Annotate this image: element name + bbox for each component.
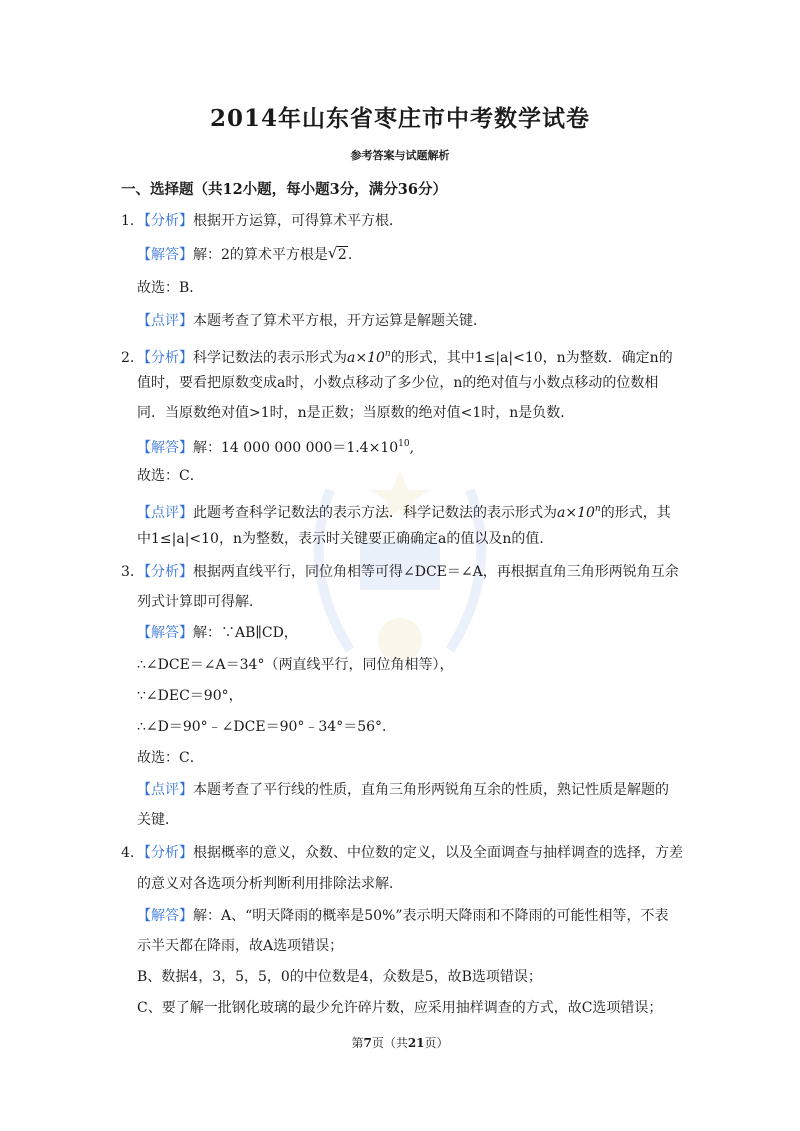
page-title: 2014年山东省枣庄市中考数学试卷	[209, 105, 590, 132]
q2-answer-exponent: 10	[398, 439, 410, 449]
footer-suffix: 页）	[424, 1036, 449, 1050]
answer-tag: 【解答】	[137, 625, 193, 641]
q3-comment-line-2: 关键．	[137, 812, 179, 828]
q2-analysis-line-1	[121, 344, 673, 368]
analysis-tag: 【分析】	[137, 845, 193, 861]
comment-tag: 【点评】	[137, 313, 193, 329]
q3-answer-text: 解：∵AB∥CD，	[193, 625, 298, 641]
comment-tag: 【点评】	[137, 505, 193, 521]
q2-comment-exponent: n	[594, 504, 601, 514]
sqrt-expression: √ 2	[327, 244, 347, 263]
question-number: 1.	[121, 213, 135, 229]
comment-tag: 【点评】	[137, 782, 193, 798]
q3-answer-line-2: ∴∠DCE＝∠A＝34°（两直线平行，同位角相等），	[137, 657, 454, 673]
analysis-tag: 【分析】	[137, 213, 193, 229]
q4-answer-line-3: B、数据4，3，5，5，0的中位数是4，众数是5，故B选项错误；	[137, 969, 542, 985]
q3-comment-text: 本题考查了平行线的性质，直角三角形两锐角互余的性质，熟记性质是解题的	[193, 782, 669, 798]
q2-choice: 故选：C．	[137, 468, 204, 484]
q4-answer-line-4: C、要了解一批钢化玻璃的最少允许碎片数，应采用抽样调查的方式，故C选项错误；	[137, 1000, 663, 1016]
q1-analysis	[121, 211, 403, 231]
q4-analysis-line-1	[121, 843, 683, 863]
question-number: 3.	[121, 564, 135, 580]
q2-answer	[137, 434, 414, 458]
q3-answer-line-1	[137, 623, 298, 643]
analysis-tag: 【分析】	[137, 564, 193, 580]
footer-mid: 页（共	[371, 1036, 408, 1050]
q1-comment-text: 本题考查了算术平方根，开方运算是解题关键．	[193, 313, 487, 329]
answer-tag: 【解答】	[137, 908, 193, 924]
answer-tag: 【解答】	[137, 440, 193, 456]
q2-answer-text: 解：14 000 000 000＝1.4×10	[193, 440, 399, 456]
footer-prefix: 第	[351, 1036, 364, 1050]
page-footer	[0, 1034, 800, 1051]
q1-choice: 故选：B．	[137, 280, 204, 296]
question-number: 4.	[121, 845, 135, 861]
q1-answer-suffix: .	[347, 247, 353, 263]
sqrt-argument: 2	[337, 247, 347, 263]
q2-analysis-line-2: 值时，要看把原数变成a时，小数点移动了多少位，n的绝对值与小数点移动的位数相	[137, 375, 659, 391]
q4-answer-line-2: 示半天都在降雨，故A选项错误；	[137, 938, 344, 954]
section-heading: 一、选择题（共12小题，每小题3分，满分36分）	[121, 181, 447, 198]
question-number: 2.	[121, 350, 135, 366]
q3-comment-line-1	[137, 780, 669, 800]
q3-answer-line-4: ∴∠D＝90°﹣∠DCE＝90°﹣34°＝56°．	[137, 719, 397, 735]
q3-choice: 故选：C．	[137, 750, 204, 766]
footer-total-pages: 21	[407, 1036, 425, 1050]
answer-tag: 【解答】	[137, 247, 193, 263]
q1-answer-text: 解：2的算术平方根是	[193, 247, 328, 263]
q2-formula: a×10	[347, 350, 385, 366]
q3-analysis-line-1	[121, 562, 679, 582]
q4-analysis-line-2: 的意义对各选项分析判断利用排除法求解．	[137, 876, 403, 892]
q4-answer-text: 解：A、“明天降雨的概率是50%”表示明天降雨和不降雨的可能性相等，不表	[193, 908, 669, 924]
q2-analysis-text-a: 科学记数法的表示形式为	[193, 350, 347, 366]
q2-comment-text-a: 此题考查科学记数法的表示方法．科学记数法的表示形式为	[193, 505, 557, 521]
footer-page-number: 7	[363, 1036, 372, 1050]
q2-comment-text-b: 的形式，其	[600, 505, 671, 521]
q2-comment-formula: a×10	[557, 505, 595, 521]
q2-formula-exponent: n	[384, 349, 391, 359]
page-subtitle: 参考答案与试题解析	[350, 149, 450, 162]
q3-analysis-text: 根据两直线平行，同位角相等可得∠DCE＝∠A，再根据直角三角形两锐角互余	[193, 564, 679, 580]
q2-analysis-line-3: 同．当原数绝对值>1时，n是正数；当原数的绝对值<1时，n是负数．	[137, 405, 575, 421]
q4-answer-line-1	[137, 906, 669, 926]
q1-answer	[137, 245, 352, 265]
q1-analysis-text: 根据开方运算，可得算术平方根．	[193, 213, 403, 229]
q3-answer-line-3: ∵∠DEC＝90°，	[137, 688, 243, 704]
q2-answer-suffix: ,	[409, 440, 415, 456]
q2-comment-line-1	[137, 499, 671, 523]
q2-analysis-text-b: 的形式，其中1≤|a|<10，n为整数．确定n的	[390, 350, 673, 366]
analysis-tag: 【分析】	[137, 350, 193, 366]
q3-analysis-line-2: 列式计算即可得解．	[137, 594, 263, 610]
q1-comment	[137, 311, 487, 331]
q2-comment-line-2: 中1≤|a|<10，n为整数，表示时关键要正确确定a的值以及n的值．	[137, 531, 554, 547]
q4-analysis-text: 根据概率的意义，众数、中位数的定义，以及全面调查与抽样调查的选择，方差	[193, 845, 683, 861]
